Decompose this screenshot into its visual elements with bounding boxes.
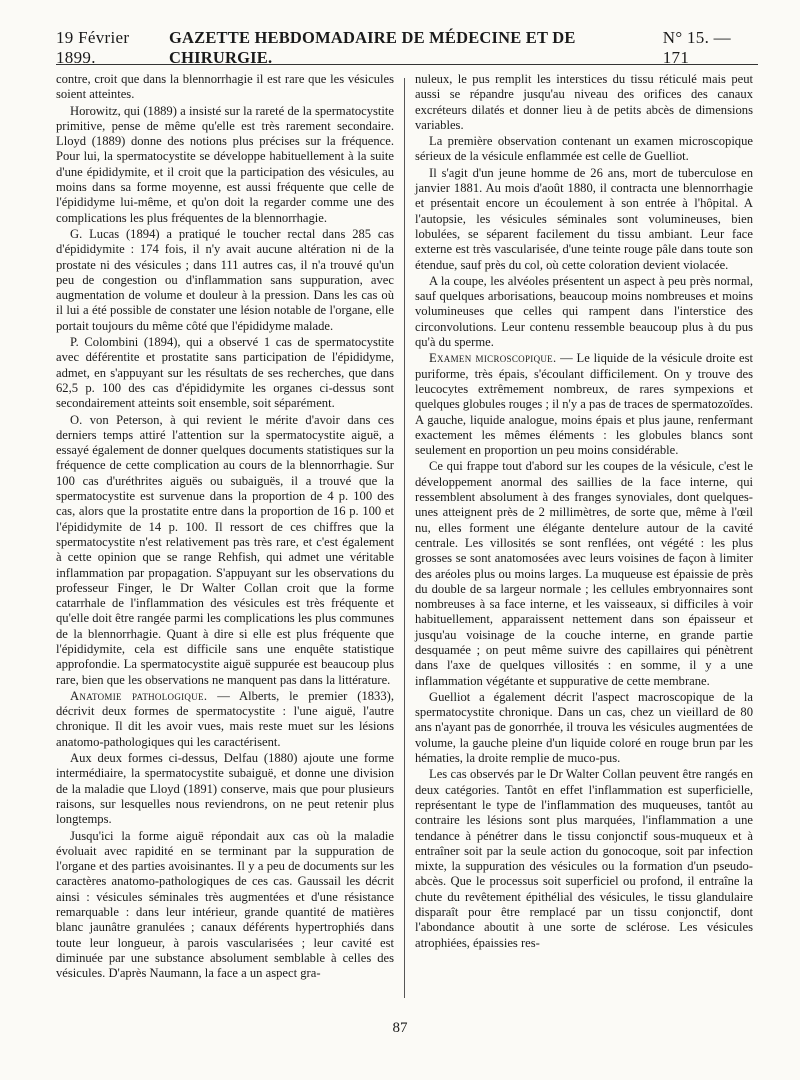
- paragraph: A la coupe, les alvéoles présentent un aspect à peu près normal, sauf quelques arborisations, beaucoup moins nombreuses et moins volumineuses que celles qui rampent dans l'interstice des circonvolutions. Leur contenu ressemble beaucoup plus à du pus qu'à du sperme.: [415, 273, 753, 350]
- paragraph: Ce qui frappe tout d'abord sur les coupes de la vésicule, c'est le développement anormal des saillies de la face interne, qui ressemblent absolument à des franges synoviales, dont quelques-unes atteignent près de 2 millimètres, de sorte que, même à l'œil nu, elles forment une élégante dentelure autour de la cavité centrale. Les villosités se sont renflées, ont végété : les plus grosses se sont anatomosées avec leurs voisines de façon à limiter des aréoles plus ou moins larges. La muqueuse est épaissie de près du double de sa largeur normale ; les cellules embryonnaires sont nombreuses à sa face interne, et les vaisseaux, si difficiles à voir habituellement, apparaissent nettement dans son épaisseur et jusqu'au voisinage de la couche interne, en grande partie desquamée ; on peut même suivre des capillaires qui pénètrent dans l'axe de quelques villosités : en somme, il y a une inflammation végétante et suppurative de cette membrane.: [415, 459, 753, 688]
- paragraph-text: — Alberts, le premier (1833), décrivit deux formes de spermatocystite : l'une aiguë, l'autre chronique. Il dit les avoir vues, mais reste muet sur les lésions anatomo-pathologiques qui les caractérisent.: [56, 688, 394, 749]
- paragraph: O. von Peterson, à qui revient le mérite d'avoir dans ces derniers temps attiré l'attention sur la spermatocystite aiguë, a essayé également de donner quelques documents statistiques sur la fréquence de cette complication au cours de la blennorrhagie. Sur 100 cas d'uréthrites aiguës ou subaiguës, il a trouvé que la spermatocystite est survenue dans la proportion de 4 p. 100 des cas, alors que la prostatite entre dans la proportion de 16 p. 100 et l'épididymite de 14 p. 100. Il ressort de ces chiffres que la spermatocystite n'est relativement pas très rare, et c'est également à cette opinion que se range Rehfish, qui admet une véritable inflammation par propagation. S'appuyant sur les observations du professeur Finger, le Dr Walter Collan croit que la forme catarrhale de l'inflammation des vésicules est très fréquente et qu'elle doit être rangée parmi les complications les plus communes de la blennorrhagie. Quant à dire si elle est plus fréquente que l'épididymite, cela est difficile sans une enquête statistique approfondie. La spermatocystite aiguë suppurée est beaucoup plus rare, bien que les observations ne manquent pas dans la littérature.: [56, 412, 394, 687]
- journal-title: GAZETTE HEBDOMADAIRE DE MÉDECINE ET DE CHIRURGIE.: [168, 28, 576, 67]
- paragraph: P. Colombini (1894), qui a observé 1 cas de spermatocystite avec déférentite et prostatite sans participation de l'épididyme, admet, en s'appuyant sur les résultats de ses recherches, que dans 62,5 p. 100 des cas d'épididymite les organes ci-dessus sont secondairement atteints soit ensemble, soit séparément.: [56, 335, 394, 411]
- paragraph: Horowitz, qui (1889) a insisté sur la rareté de la spermatocystite primitive, pense de même qu'elle est très rarement secondaire. Lloyd (1889) donne des notions plus précises sur la fréquence. Pour lui, la spermatocystite se développe habituellement à la suite d'une épididymite, et il croit que la participation des vésicules, au moins dans sa forme moyenne, est aussi fréquente que celle de l'épididyme lui-même, et qu'on doit la regarder comme une des complications les plus fréquentes de la blennorrhagie.: [56, 103, 394, 225]
- right-column: [405, 72, 753, 1012]
- paragraph: nuleux, le pus remplit les interstices du tissu réticulé mais peut aussi se répandre jusqu'au niveau des orifices des canaux excréteurs dilatés et donner lieu à de petits abcès de dimensions variables.: [415, 72, 753, 132]
- paragraph: Jusqu'ici la forme aiguë répondait aux cas où la maladie évoluait avec rapidité en se terminant par la suppuration de l'organe et des parties avoisinantes. Il y a peu de documents sur les caractères anatomo-pathologiques de ces cas. Gaussail les décrit ainsi : vésicules séminales très augmentées et d'une résistance remarquable : dans leur intérieur, grande quantité de matières blanc jaunâtre granulées ; canaux déférents hypertrophiés dans toute leur longueur, à parois vascularisées ; leur cavité est diminuée par une substance absolument semblable à celles des vésicules. D'après Naumann, la face a un aspect gra-: [56, 828, 394, 981]
- paragraph: contre, croit que dans la blennorrhagie il est rare que les vésicules soient atteintes.: [56, 72, 394, 102]
- paragraph: Les cas observés par le Dr Walter Collan peuvent être rangés en deux catégories. Tantôt en effet l'inflammation est superficielle, représentant le type de l'inflammation des muqueuses, tantôt au contraire les lésions sont plus marquées, l'inflammation a une tendance à pénétrer dans le tissu conjonctif sous-muqueux et à entraîner soit par la seule action du gonocoque, soit par infection mixte, la suppuration des vésicules ou la formation d'un pseudo-abcès. Que le processus soit superficiel ou profond, il entraîne la chute du revêtement épithélial des vésicules, le tissu glandulaire disparaît pour être remplacé par un tissu conjonctif, dont l'abondance aboutit à une sorte de sclérose. Les vésicules atrophiées, épaissies res-: [415, 767, 753, 950]
- section-heading: Examen microscopique.: [429, 351, 557, 366]
- paragraph-text: — Le liquide de la vésicule droite est puriforme, très épais, s'écoulant difficilement. On y trouve des leucocytes extrêmement nombreux, de rares sympexions et quelques globules rouges ; il n'y a pas de traces de spermatozoïdes. A gauche, liquide analogue, moins épais et plus jaune, renfermant exactement les mêmes éléments : les globules blancs sont seulement en proportion un peu moins considérable.: [415, 351, 753, 458]
- paragraph: [56, 689, 394, 750]
- issue-and-page: N° 15. — 171: [662, 28, 731, 67]
- left-column: [56, 72, 404, 1012]
- paragraph: Aux deux formes ci-dessus, Delfau (1880) ajoute une forme intermédiaire, la spermatocystite subaiguë, et donne une division de la maladie que Lloyd (1891) conserve, mais que pour plusieurs raisons, sur lesquelles nous reviendrons, on ne peut retenir plus longtemps.: [56, 751, 394, 827]
- paragraph: [415, 351, 753, 458]
- header-rule: [56, 64, 758, 65]
- running-header: [56, 28, 758, 67]
- issue-date: 19 Février 1899.: [56, 28, 130, 67]
- page-number: 87: [392, 1020, 408, 1036]
- article-body: [56, 72, 758, 1012]
- paragraph: G. Lucas (1894) a pratiqué le toucher rectal dans 285 cas d'épididymite : 174 fois, il n'y avait aucune altération ni de la prostate ni des vésicules ; dans 111 autres cas, il n'a trouvé qu'un peu de congestion ou d'inflammation sans suppuration, avec augmentation de volume et douleur à la pression. Dans les cas où il lui a été possible de constater une lésion notable de l'organe, elle portait toujours du même côté que l'épididyme malade.: [56, 226, 394, 333]
- paragraph: Guelliot a également décrit l'aspect macroscopique de la spermatocystite chronique. Dans un cas, chez un vieillard de 80 ans n'ayant pas de gonorrhée, il trouva les vésicules augmentées de volume, la gauche pleine d'un liquide coloré en rouge brun par les hématies, la droite remplie de muco-pus.: [415, 689, 753, 766]
- paragraph: La première observation contenant un examen microscopique sérieux de la vésicule enflammée est celle de Guelliot.: [415, 134, 753, 164]
- paragraph: Il s'agit d'un jeune homme de 26 ans, mort de tuberculose en janvier 1881. Au mois d'août 1880, il contracta une blennorrhagie et présentait encore un écoulement à son entrée à l'hôpital. A l'autopsie, les vésicules séminales sont volumineuses, bien lobulées, se séparent facilement du tissu ambiant. Leur face externe est très vascularisée, d'une teinte rouge pâle dans toute son étendue, sauf près du col, où cette coloration devient violacée.: [415, 165, 753, 272]
- section-heading: Anatomie pathologique.: [70, 688, 208, 703]
